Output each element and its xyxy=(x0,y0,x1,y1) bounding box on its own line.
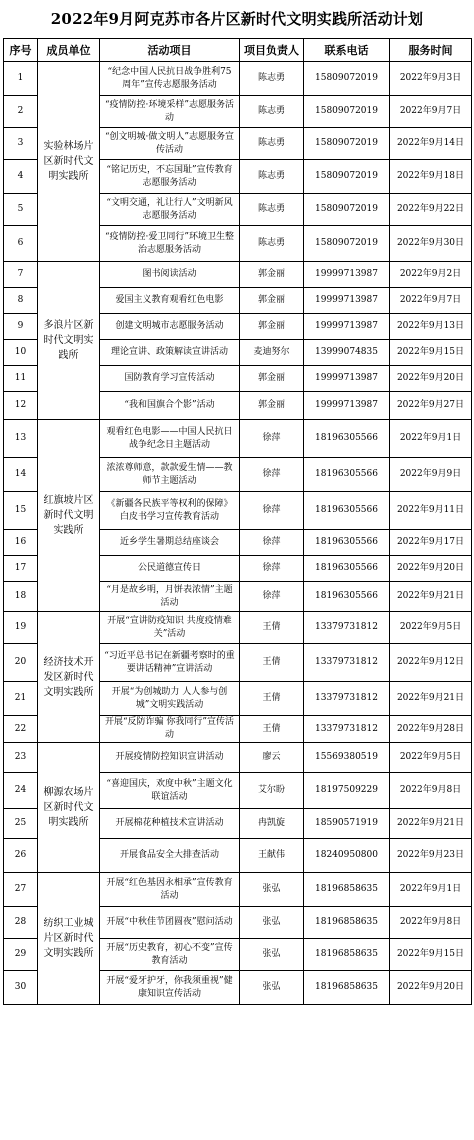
phone-number: 13379731812 xyxy=(304,612,390,644)
row-number: 17 xyxy=(4,556,38,582)
activity-name: 近乡学生暑期总结座谈会 xyxy=(100,530,240,556)
phone-number: 15809072019 xyxy=(304,194,390,226)
phone-number: 19999713987 xyxy=(304,392,390,420)
activity-name: 图书阅读活动 xyxy=(100,262,240,288)
row-number: 20 xyxy=(4,644,38,682)
table-row xyxy=(4,262,472,288)
row-number: 3 xyxy=(4,128,38,160)
service-date: 2022年9月1日 xyxy=(390,873,472,907)
table-row xyxy=(4,612,472,644)
activity-name: 开展疫情防控知识宣讲活动 xyxy=(100,743,240,773)
person-name: 张弘 xyxy=(240,907,304,939)
phone-number: 13999074835 xyxy=(304,340,390,366)
row-number: 22 xyxy=(4,716,38,743)
activity-name: 浓浓尊师意，款款爱生情——教师节主题活动 xyxy=(100,458,240,492)
person-name: 陈志勇 xyxy=(240,128,304,160)
service-date: 2022年9月21日 xyxy=(390,809,472,839)
activity-name: 开展食品安全大排查活动 xyxy=(100,839,240,873)
service-date: 2022年9月17日 xyxy=(390,530,472,556)
activity-table xyxy=(3,38,472,1005)
activity-name: “疫情防控·爱卫同行”环境卫生整治志愿服务活动 xyxy=(100,226,240,262)
row-number: 5 xyxy=(4,194,38,226)
activity-name: 开展“爱牙护牙，你我须重视”健康知识宣传活动 xyxy=(100,971,240,1005)
phone-number: 19999713987 xyxy=(304,366,390,392)
phone-number: 15569380519 xyxy=(304,743,390,773)
activity-name: 公民道德宣传日 xyxy=(100,556,240,582)
service-date: 2022年9月15日 xyxy=(390,939,472,971)
service-date: 2022年9月18日 xyxy=(390,160,472,194)
person-name: 张弘 xyxy=(240,971,304,1005)
phone-number: 19999713987 xyxy=(304,262,390,288)
activity-name: 开展“反防诈骗 你我同行”宣传活动 xyxy=(100,716,240,743)
phone-number: 18196858635 xyxy=(304,907,390,939)
row-number: 21 xyxy=(4,682,38,716)
page-title: 2022年9月阿克苏市各片区新时代文明实践所活动计划 xyxy=(50,10,424,28)
unit-name: 经济技术开发区新时代文明实践所 xyxy=(38,612,100,743)
row-number: 23 xyxy=(4,743,38,773)
activity-name: “习近平总书记在新疆考察时的重要讲话精神”宣讲活动 xyxy=(100,644,240,682)
activity-name: 开展“中秋佳节团圆夜”慰问活动 xyxy=(100,907,240,939)
row-number: 18 xyxy=(4,582,38,612)
header-date: 服务时间 xyxy=(390,39,472,62)
phone-number: 18196305566 xyxy=(304,556,390,582)
row-number: 6 xyxy=(4,226,38,262)
activity-name: 爱国主义教育观看红色电影 xyxy=(100,288,240,314)
phone-number: 13379731812 xyxy=(304,682,390,716)
person-name: 王倩 xyxy=(240,644,304,682)
person-name: 郭金丽 xyxy=(240,314,304,340)
person-name: 徐萍 xyxy=(240,556,304,582)
service-date: 2022年9月28日 xyxy=(390,716,472,743)
person-name: 徐萍 xyxy=(240,458,304,492)
person-name: 冉凯旋 xyxy=(240,809,304,839)
phone-number: 18196858635 xyxy=(304,939,390,971)
row-number: 8 xyxy=(4,288,38,314)
header-unit: 成员单位 xyxy=(38,39,100,62)
activity-name: 国防教育学习宣传活动 xyxy=(100,366,240,392)
row-number: 15 xyxy=(4,492,38,530)
activity-name: 开展“为创城助力 人人参与创城”文明实践活动 xyxy=(100,682,240,716)
phone-number: 18196858635 xyxy=(304,971,390,1005)
service-date: 2022年9月27日 xyxy=(390,392,472,420)
activity-name: “文明交通，礼让行人”文明新风志愿服务活动 xyxy=(100,194,240,226)
phone-number: 18196305566 xyxy=(304,530,390,556)
row-number: 10 xyxy=(4,340,38,366)
person-name: 徐萍 xyxy=(240,492,304,530)
row-number: 26 xyxy=(4,839,38,873)
table-row xyxy=(4,873,472,907)
activity-name: “纪念中国人民抗日战争胜利75周年”宣传志愿服务活动 xyxy=(100,62,240,96)
service-date: 2022年9月23日 xyxy=(390,839,472,873)
row-number: 19 xyxy=(4,612,38,644)
phone-number: 15809072019 xyxy=(304,160,390,194)
service-date: 2022年9月7日 xyxy=(390,96,472,128)
person-name: 徐萍 xyxy=(240,582,304,612)
row-number: 12 xyxy=(4,392,38,420)
phone-number: 18590571919 xyxy=(304,809,390,839)
person-name: 徐萍 xyxy=(240,420,304,458)
activity-name: 开展“宣讲防疫知识 共度疫情难关”活动 xyxy=(100,612,240,644)
unit-name: 红旗坡片区新时代文明实践所 xyxy=(38,420,100,612)
phone-number: 13379731812 xyxy=(304,716,390,743)
phone-number: 18240950800 xyxy=(304,839,390,873)
row-number: 28 xyxy=(4,907,38,939)
service-date: 2022年9月21日 xyxy=(390,582,472,612)
row-number: 24 xyxy=(4,773,38,809)
phone-number: 19999713987 xyxy=(304,314,390,340)
row-number: 27 xyxy=(4,873,38,907)
person-name: 艾尔盼 xyxy=(240,773,304,809)
table-header-row xyxy=(4,39,472,62)
service-date: 2022年9月1日 xyxy=(390,420,472,458)
service-date: 2022年9月5日 xyxy=(390,743,472,773)
activity-name: 开展“红色基因永相承”宣传教育活动 xyxy=(100,873,240,907)
service-date: 2022年9月9日 xyxy=(390,458,472,492)
activity-name: “创文明城·做文明人”志愿服务宣传活动 xyxy=(100,128,240,160)
header-no: 序号 xyxy=(4,39,38,62)
service-date: 2022年9月22日 xyxy=(390,194,472,226)
person-name: 陈志勇 xyxy=(240,62,304,96)
service-date: 2022年9月8日 xyxy=(390,773,472,809)
row-number: 2 xyxy=(4,96,38,128)
activity-name: “月是故乡明，月饼表浓情”主题活动 xyxy=(100,582,240,612)
row-number: 7 xyxy=(4,262,38,288)
header-person: 项目负责人 xyxy=(240,39,304,62)
phone-number: 19999713987 xyxy=(304,288,390,314)
row-number: 30 xyxy=(4,971,38,1005)
activity-name: 观看红色电影——中国人民抗日战争纪念日主题活动 xyxy=(100,420,240,458)
service-date: 2022年9月7日 xyxy=(390,288,472,314)
unit-name: 实验林场片区新时代文明实践所 xyxy=(38,62,100,262)
activity-name: 开展棉花种植技术宣讲活动 xyxy=(100,809,240,839)
person-name: 廖云 xyxy=(240,743,304,773)
activity-name: “喜迎国庆，欢度中秋”主题文化联谊活动 xyxy=(100,773,240,809)
service-date: 2022年9月15日 xyxy=(390,340,472,366)
activity-name: 《新疆各民族平等权利的保障》白皮书学习宣传教育活动 xyxy=(100,492,240,530)
row-number: 14 xyxy=(4,458,38,492)
phone-number: 15809072019 xyxy=(304,96,390,128)
row-number: 11 xyxy=(4,366,38,392)
service-date: 2022年9月5日 xyxy=(390,612,472,644)
header-activity: 活动项目 xyxy=(100,39,240,62)
person-name: 张弘 xyxy=(240,939,304,971)
row-number: 13 xyxy=(4,420,38,458)
activity-name: “铭记历史，不忘国耻”宣传教育志愿服务活动 xyxy=(100,160,240,194)
person-name: 陈志勇 xyxy=(240,96,304,128)
person-name: 王倩 xyxy=(240,682,304,716)
phone-number: 18196305566 xyxy=(304,492,390,530)
service-date: 2022年9月14日 xyxy=(390,128,472,160)
person-name: 王倩 xyxy=(240,716,304,743)
person-name: 郭金丽 xyxy=(240,262,304,288)
service-date: 2022年9月30日 xyxy=(390,226,472,262)
service-date: 2022年9月8日 xyxy=(390,907,472,939)
header-phone: 联系电话 xyxy=(304,39,390,62)
table-row xyxy=(4,62,472,96)
person-name: 陈志勇 xyxy=(240,160,304,194)
unit-name: 纺织工业城片区新时代文明实践所 xyxy=(38,873,100,1005)
activity-name: “我和国旗合个影”活动 xyxy=(100,392,240,420)
activity-name: 理论宣讲、政策解读宣讲活动 xyxy=(100,340,240,366)
service-date: 2022年9月13日 xyxy=(390,314,472,340)
row-number: 16 xyxy=(4,530,38,556)
service-date: 2022年9月21日 xyxy=(390,682,472,716)
person-name: 陈志勇 xyxy=(240,226,304,262)
service-date: 2022年9月20日 xyxy=(390,971,472,1005)
person-name: 王倩 xyxy=(240,612,304,644)
phone-number: 18196305566 xyxy=(304,458,390,492)
person-name: 郭金丽 xyxy=(240,392,304,420)
person-name: 张弘 xyxy=(240,873,304,907)
table-row xyxy=(4,743,472,773)
phone-number: 15809072019 xyxy=(304,226,390,262)
service-date: 2022年9月11日 xyxy=(390,492,472,530)
phone-number: 18197509229 xyxy=(304,773,390,809)
person-name: 郭金丽 xyxy=(240,366,304,392)
phone-number: 18196858635 xyxy=(304,873,390,907)
activity-name: 开展“历史教育，初心不变”宣传教育活动 xyxy=(100,939,240,971)
phone-number: 18196305566 xyxy=(304,582,390,612)
phone-number: 13379731812 xyxy=(304,644,390,682)
phone-number: 15809072019 xyxy=(304,62,390,96)
unit-name: 柳源农场片区新时代文明实践所 xyxy=(38,743,100,873)
person-name: 麦迪努尔 xyxy=(240,340,304,366)
service-date: 2022年9月20日 xyxy=(390,556,472,582)
service-date: 2022年9月3日 xyxy=(390,62,472,96)
person-name: 郭金丽 xyxy=(240,288,304,314)
activity-name: “疫情防控·环境采样”志愿服务活动 xyxy=(100,96,240,128)
unit-name: 多浪片区新时代文明实践所 xyxy=(38,262,100,420)
service-date: 2022年9月2日 xyxy=(390,262,472,288)
row-number: 25 xyxy=(4,809,38,839)
person-name: 陈志勇 xyxy=(240,194,304,226)
person-name: 徐萍 xyxy=(240,530,304,556)
phone-number: 15809072019 xyxy=(304,128,390,160)
service-date: 2022年9月12日 xyxy=(390,644,472,682)
person-name: 王献伟 xyxy=(240,839,304,873)
row-number: 4 xyxy=(4,160,38,194)
row-number: 1 xyxy=(4,62,38,96)
service-date: 2022年9月20日 xyxy=(390,366,472,392)
phone-number: 18196305566 xyxy=(304,420,390,458)
table-row xyxy=(4,420,472,458)
row-number: 9 xyxy=(4,314,38,340)
activity-name: 创建文明城市志愿服务活动 xyxy=(100,314,240,340)
row-number: 29 xyxy=(4,939,38,971)
table-body xyxy=(4,62,472,1005)
